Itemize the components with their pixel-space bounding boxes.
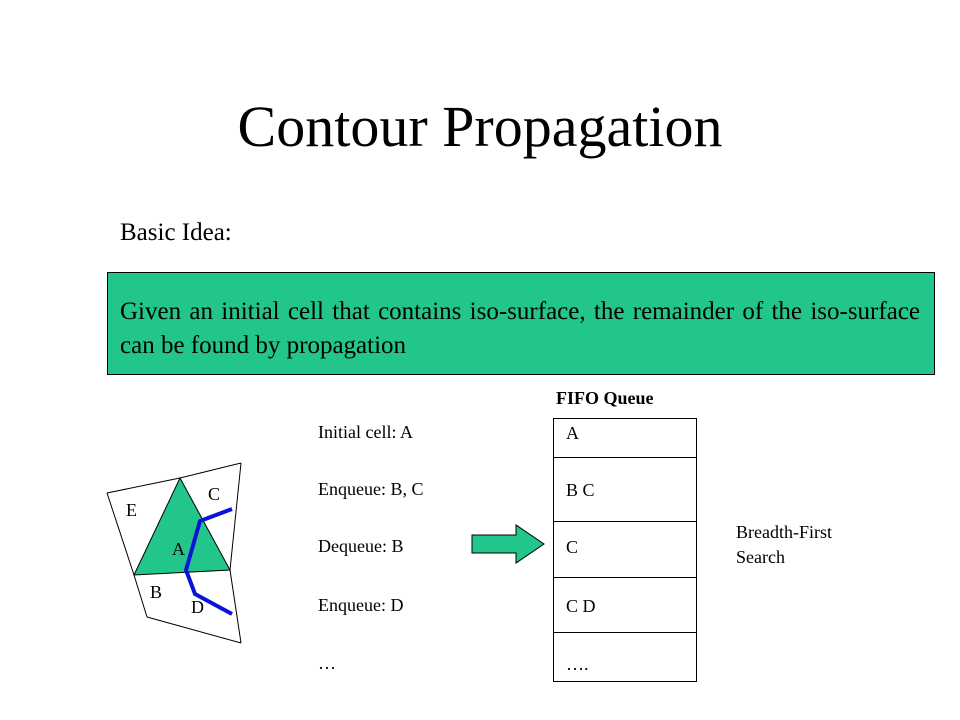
- step-enqueue-d: Enqueue: D: [318, 595, 404, 615]
- queue-state: B C: [566, 480, 595, 500]
- bfs-note: Breadth-First Search: [736, 522, 832, 567]
- queue-divider: [554, 457, 696, 458]
- cell-label-d: D: [191, 597, 204, 617]
- cell-edge: [230, 570, 241, 643]
- queue-divider: [554, 521, 696, 522]
- queue-divider: [554, 632, 696, 633]
- cell-label-e: E: [126, 500, 137, 520]
- fifo-queue: [553, 418, 697, 682]
- cell-label-b: B: [150, 582, 163, 602]
- cell-edge: [134, 575, 147, 617]
- cell-edge: [147, 617, 241, 643]
- arrow-icon: [472, 525, 544, 563]
- queue-state: ….: [566, 654, 589, 674]
- cell-label-a: A: [172, 539, 185, 559]
- cell-label-c: C: [208, 484, 221, 504]
- step-ellipsis: …: [318, 653, 336, 673]
- cell-edge: [230, 463, 241, 570]
- step-enqueue-bc: Enqueue: B, C: [318, 479, 424, 499]
- cell-edge: [180, 463, 241, 478]
- queue-state: A: [566, 423, 579, 443]
- step-dequeue-b: Dequeue: B: [318, 536, 404, 556]
- step-initial: Initial cell: A: [318, 422, 413, 442]
- subtitle: Basic Idea:: [120, 219, 232, 246]
- queue-divider: [554, 577, 696, 578]
- cell-edge: [107, 478, 180, 493]
- queue-state: C: [566, 537, 579, 557]
- page-title: Contour Propagation: [237, 94, 723, 159]
- queue-state: C D: [566, 596, 596, 616]
- queue-title: FIFO Queue: [556, 388, 654, 408]
- highlight-text: Given an initial cell that contains iso-surface, the remainder of the iso-surface can be found by propagation: [120, 298, 920, 359]
